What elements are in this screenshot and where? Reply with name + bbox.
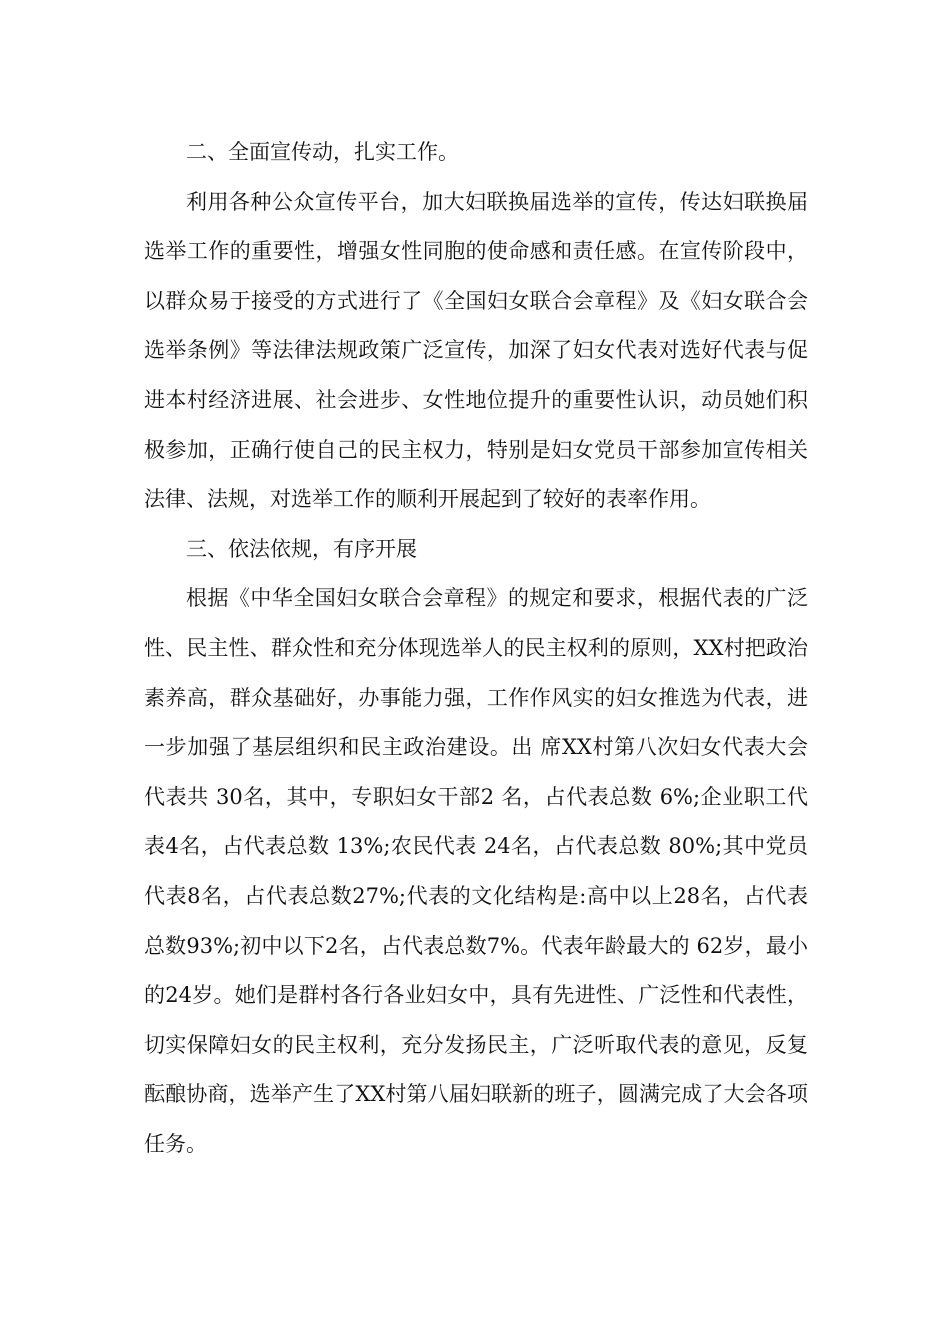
body-paragraph: 根据《中华全国妇女联合会章程》的规定和要求，根据代表的广泛性、民主性、群众性和充分体现选举人的民主权利的原则，XX村把政治素养高，群众基础好，办事能力强，工作作风实的妇女推选为代表，进一步加强了基层组织和民主政治建设。出 席XX村第八次妇女代表大会代表共 30名，其中，专职妇女干部2 名，占代表总数 6%;企业职工代表4名，占代表总数 13%;农民代表 24名，占代表总数 80%;其中党员代表8名，占代表总数27%;代表的文化结构是:高中以上28名，占代表总数93%;初中以下2名，占代表总数7%。代表年龄最大的 62岁，最小的24岁。她们是群村各行各业妇女中，具有先进性、广泛性和代表性，切实保障妇女的民主权利，充分发扬民主，广泛听取代表的意见，反复酝酿协商，选举产生了XX村第八届妇联新的班子，圆满完成了大会各项任务。 bbox=[144, 586, 808, 1156]
section-heading-3: 三、依法依规，有序开展 bbox=[186, 536, 417, 561]
document-body bbox=[144, 128, 808, 1169]
section-heading-2: 二、全面宣传动，扎实工作。 bbox=[186, 140, 459, 164]
body-paragraph: 利用各种公众宣传平台，加大妇联换届选举的宣传，传达妇联换届选举工作的重要性，增强女性同胞的使命感和责任感。在宣传阶段中，以群众易于接受的方式进行了《全国妇女联合会章程》及《妇女联合会选举条例》等法律法规政策广泛宣传，加深了妇女代表对选好代表与促进本村经济进展、社会进步、女性地位提升的重要性认识，动员她们积极参加，正确行使自己的民主权力，特别是妇女党员干部参加宣传相关法律、法规，对选举工作的顺利开展起到了较好的表率作用。 bbox=[144, 189, 808, 512]
